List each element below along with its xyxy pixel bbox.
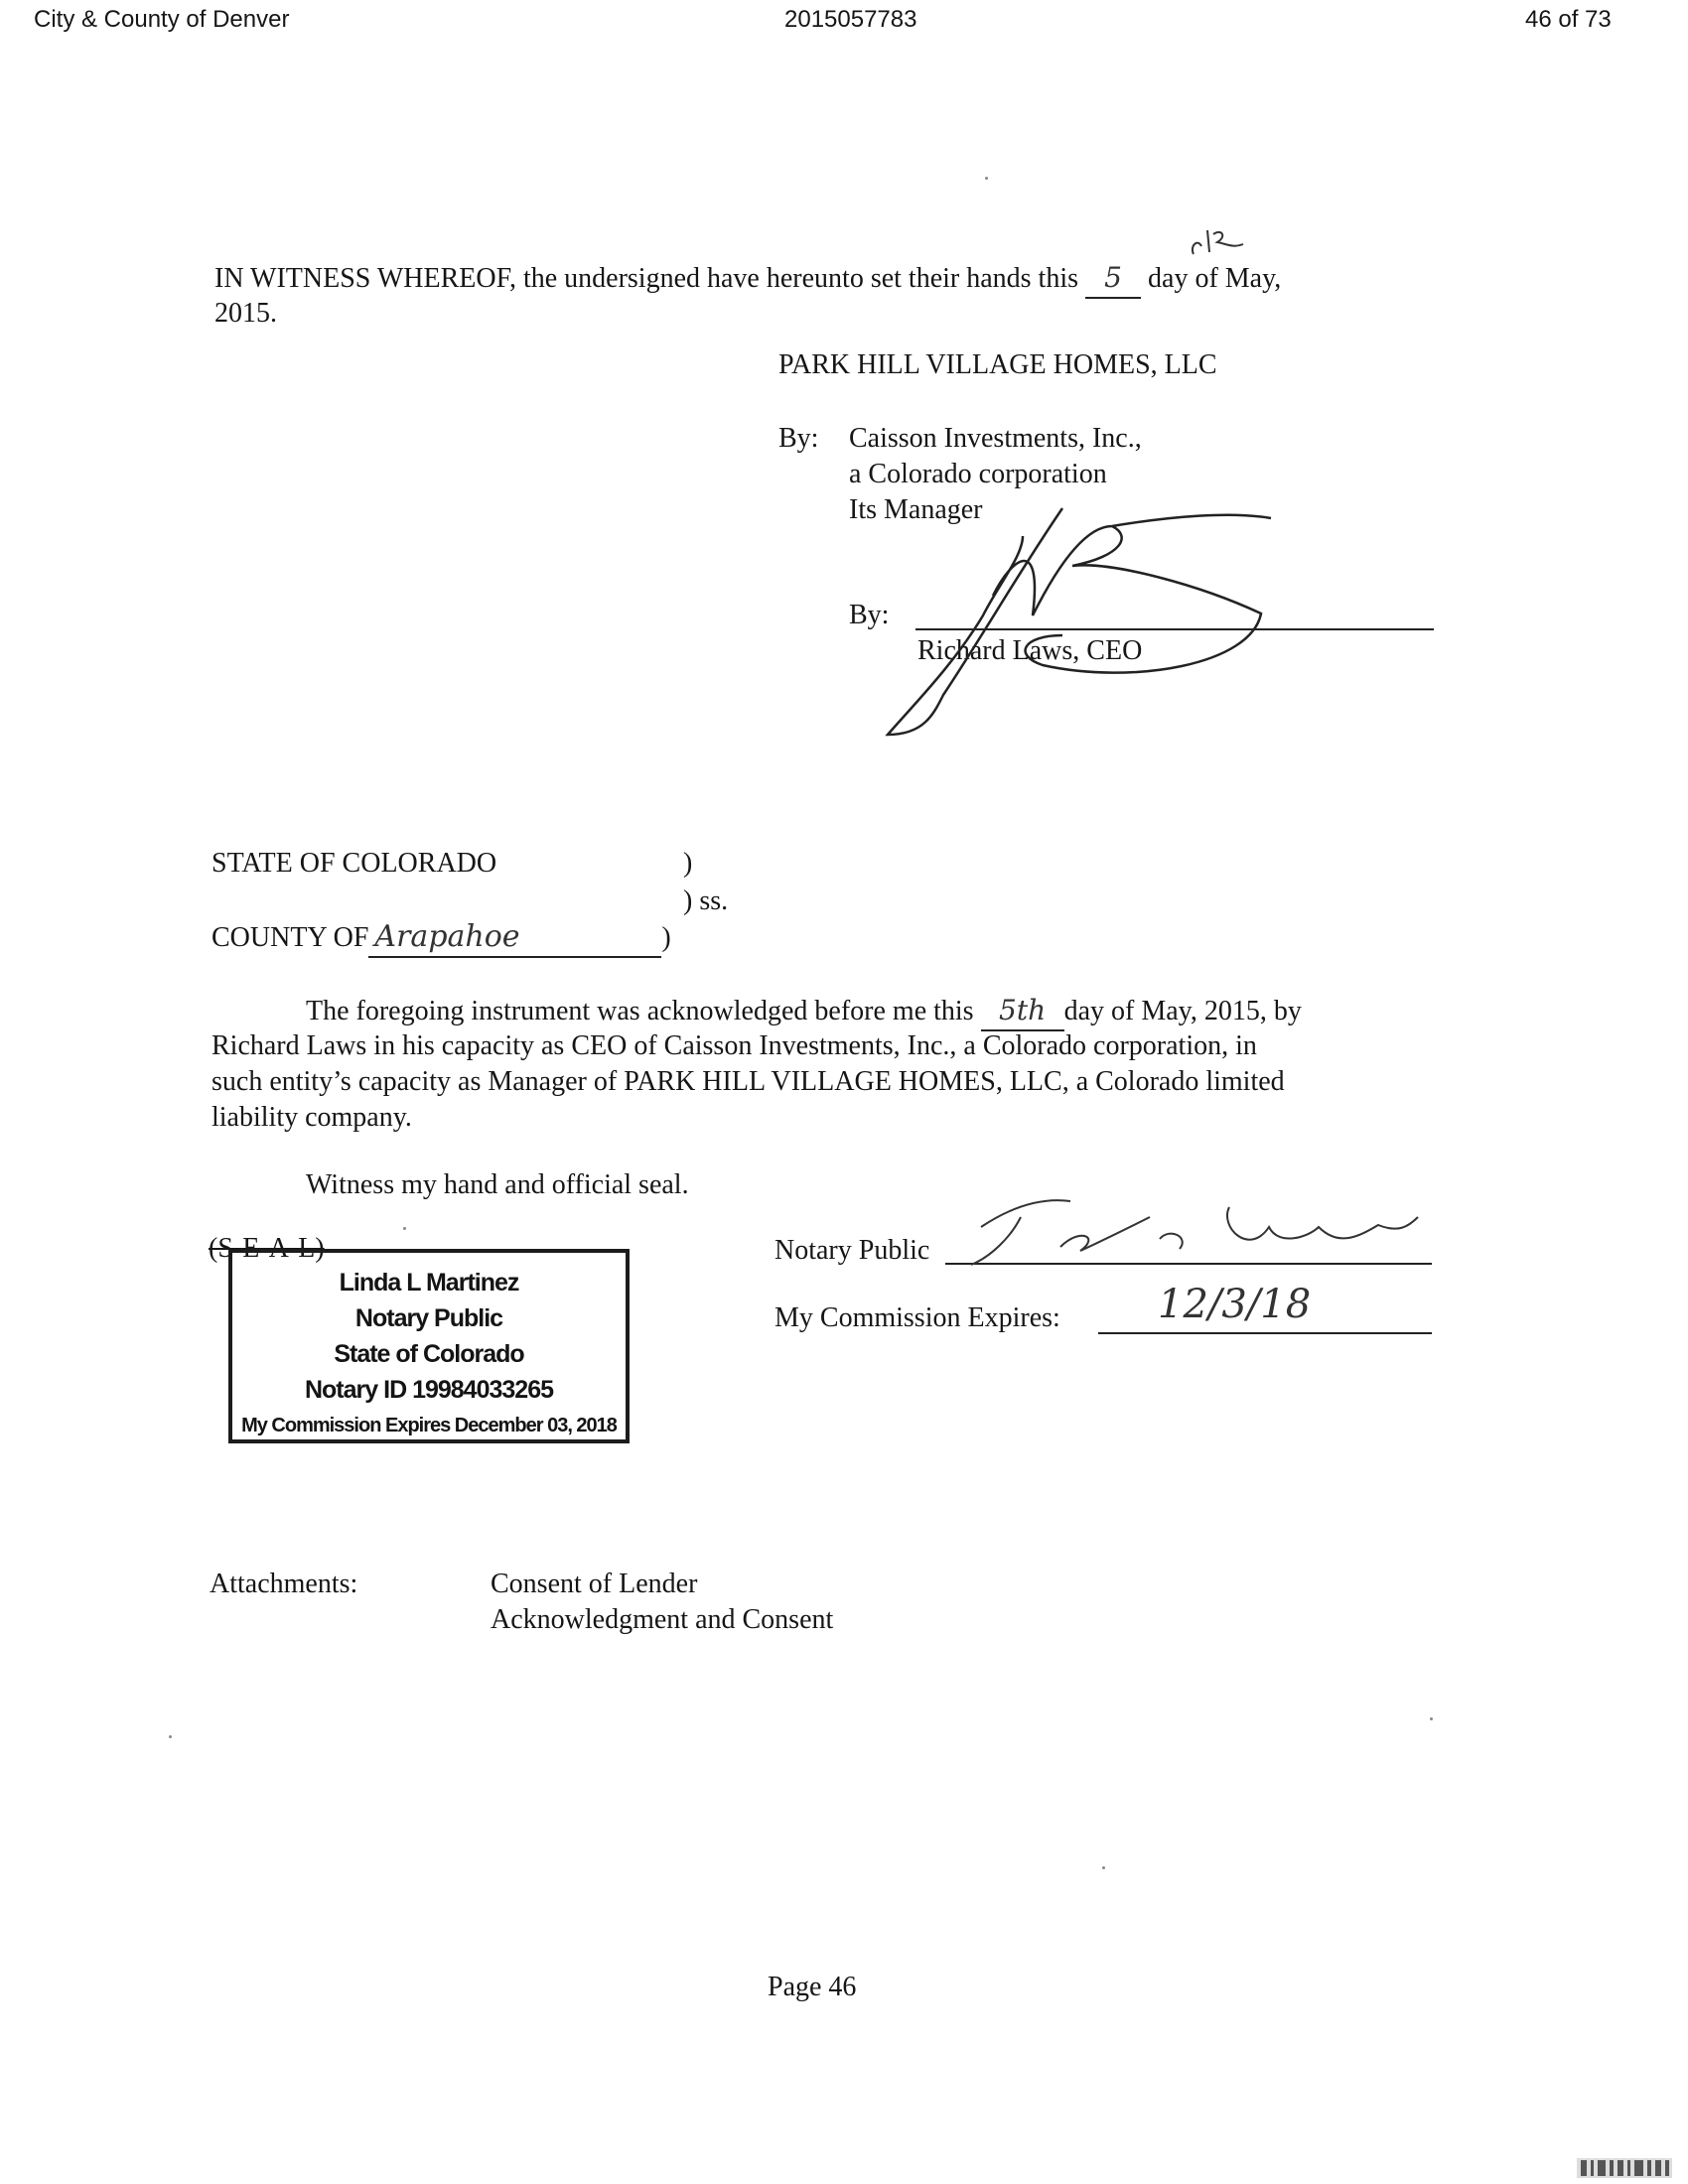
signer-name: Richard Laws, CEO xyxy=(917,635,1143,666)
venue-ss: ) ss. xyxy=(683,886,729,916)
manager-role: Its Manager xyxy=(849,494,983,525)
notary-public-label: Notary Public xyxy=(774,1235,930,1266)
stamp-notary-name: Linda L Martinez xyxy=(339,1269,519,1297)
venue-county-label: COUNTY OF xyxy=(211,922,369,953)
notary-signature-icon xyxy=(951,1187,1438,1277)
witness-year: 2015. xyxy=(214,298,277,329)
stamp-title: Notary Public xyxy=(354,1304,503,1332)
witness-clause-line xyxy=(214,260,1281,299)
venue-county-line xyxy=(211,919,671,958)
county-blank xyxy=(368,919,661,958)
seal-label: (S-E-A-L) xyxy=(209,1233,325,1264)
ceo-signature-icon xyxy=(874,496,1291,754)
attachment-item: Acknowledgment and Consent xyxy=(491,1604,834,1635)
ack-line-2: Richard Laws in his capacity as CEO of Caisson Investments, Inc., a Colorado corporation, in xyxy=(211,1030,1257,1061)
stamp-notary-id: Notary ID 19984033265 xyxy=(304,1376,554,1404)
witness-clause-text: IN WITNESS WHEREOF, the undersigned have hereunto set their hands this xyxy=(214,263,1079,294)
venue-paren-1: ) xyxy=(683,848,693,879)
commission-handwritten: 12/3/18 xyxy=(1158,1282,1312,1327)
scan-barcode-icon xyxy=(1577,2156,1676,2180)
attachments-label: Attachments: xyxy=(210,1569,358,1599)
venue-paren-3: ) xyxy=(661,922,671,953)
notary-stamp xyxy=(228,1249,630,1443)
ack-day-blank xyxy=(981,993,1064,1031)
ack-line-4: liability company. xyxy=(211,1102,412,1133)
witness-day-blank xyxy=(1085,260,1141,299)
witness-clause-text-after: day of May, xyxy=(1148,263,1282,294)
page-count: 46 of 73 xyxy=(1525,6,1612,33)
scan-speck xyxy=(985,177,988,180)
witness-day-superscript-icon xyxy=(1188,224,1257,274)
scan-speck xyxy=(403,1227,406,1230)
ack-day-handwritten: 5th xyxy=(999,994,1047,1026)
reception-number: 2015057783 xyxy=(784,6,917,33)
commission-line xyxy=(1098,1332,1432,1334)
scan-speck xyxy=(169,1735,172,1738)
venue-state: STATE OF COLORADO xyxy=(211,848,497,879)
attachment-item: Consent of Lender xyxy=(491,1569,698,1599)
commission-label: My Commission Expires: xyxy=(774,1302,1060,1333)
by-label: By: xyxy=(778,423,819,454)
recording-county: City & County of Denver xyxy=(34,6,290,33)
page-number: Page 46 xyxy=(768,1972,857,2002)
manager-name: Caisson Investments, Inc., xyxy=(849,423,1142,454)
entity-name: PARK HILL VILLAGE HOMES, LLC xyxy=(778,349,1217,380)
scan-speck xyxy=(1430,1717,1433,1720)
stamp-expiration: My Commission Expires December 03, 2018 xyxy=(241,1415,617,1436)
scan-speck xyxy=(1102,1866,1105,1869)
ack-text: The foregoing instrument was acknowledged before me this xyxy=(306,996,974,1026)
by-label-2: By: xyxy=(849,600,890,630)
ack-line-1 xyxy=(306,993,1302,1031)
ack-text-after: day of May, 2015, by xyxy=(1063,996,1302,1026)
witness-seal-text: Witness my hand and official seal. xyxy=(306,1169,689,1200)
witness-day-handwritten: 5 xyxy=(1104,261,1122,294)
stamp-state: State of Colorado xyxy=(334,1340,524,1368)
manager-type: a Colorado corporation xyxy=(849,459,1107,489)
ack-line-3: such entity’s capacity as Manager of PARK HILL VILLAGE HOMES, LLC, a Colorado limited xyxy=(211,1066,1285,1097)
county-handwritten: Arapahoe xyxy=(374,919,520,954)
